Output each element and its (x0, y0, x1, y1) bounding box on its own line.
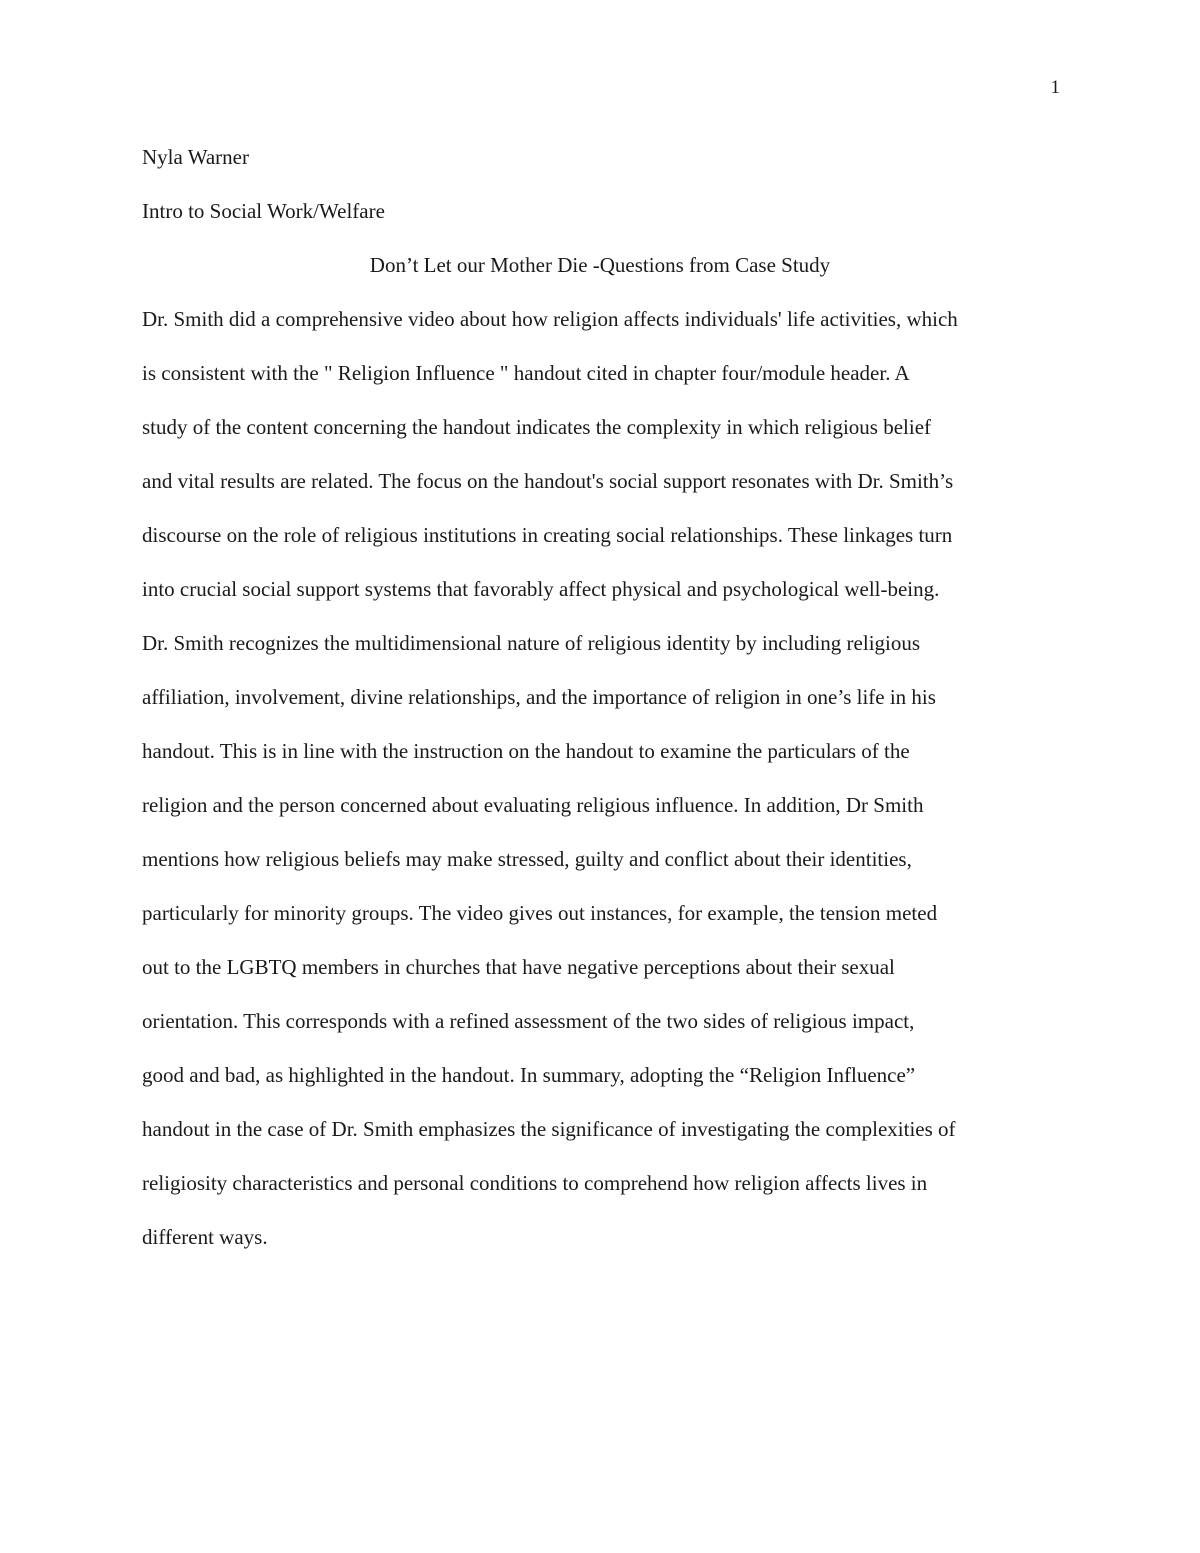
body-line: religiosity characteristics and personal conditions to comprehend how religion affects lives in (142, 1171, 928, 1195)
body-line: study of the content concerning the handout indicates the complexity in which religious belief (142, 415, 932, 439)
body-line: discourse on the role of religious institutions in creating social relationships. These linkages turn (142, 523, 953, 547)
body-line: Dr. Smith did a comprehensive video about how religion affects individuals' life activities, which (142, 307, 958, 331)
body-line: is consistent with the " Religion Influence " handout cited in chapter four/module header. A (142, 361, 910, 385)
document-title: Don’t Let our Mother Die -Questions from Case Study (369, 253, 831, 277)
body-line: religion and the person concerned about evaluating religious influence. In addition, Dr Smith (142, 793, 924, 817)
body-line: good and bad, as highlighted in the handout. In summary, adopting the “Religion Influence” (142, 1063, 916, 1087)
body-line: different ways. (142, 1225, 268, 1249)
author-name: Nyla Warner (142, 145, 249, 169)
body-line: mentions how religious beliefs may make stressed, guilty and conflict about their identities, (142, 847, 912, 871)
course-name: Intro to Social Work/Welfare (142, 199, 385, 223)
page-number: 1 (1050, 77, 1060, 98)
body-line: orientation. This corresponds with a refined assessment of the two sides of religious impact, (142, 1009, 915, 1033)
body-line: into crucial social support systems that favorably affect physical and psychological well-being. (142, 577, 940, 601)
body-line: out to the LGBTQ members in churches that have negative perceptions about their sexual (142, 955, 895, 979)
body-line: particularly for minority groups. The video gives out instances, for example, the tension meted (142, 901, 938, 925)
body-line: Dr. Smith recognizes the multidimensional nature of religious identity by including religious (142, 631, 921, 655)
body-line: and vital results are related. The focus on the handout's social support resonates with Dr. Smith’s (142, 469, 954, 493)
body-line: handout. This is in line with the instruction on the handout to examine the particulars of the (142, 739, 910, 763)
body-line: handout in the case of Dr. Smith emphasizes the significance of investigating the complexities of (142, 1117, 956, 1141)
body-line: affiliation, involvement, divine relationships, and the importance of religion in one’s life in his (142, 685, 936, 709)
